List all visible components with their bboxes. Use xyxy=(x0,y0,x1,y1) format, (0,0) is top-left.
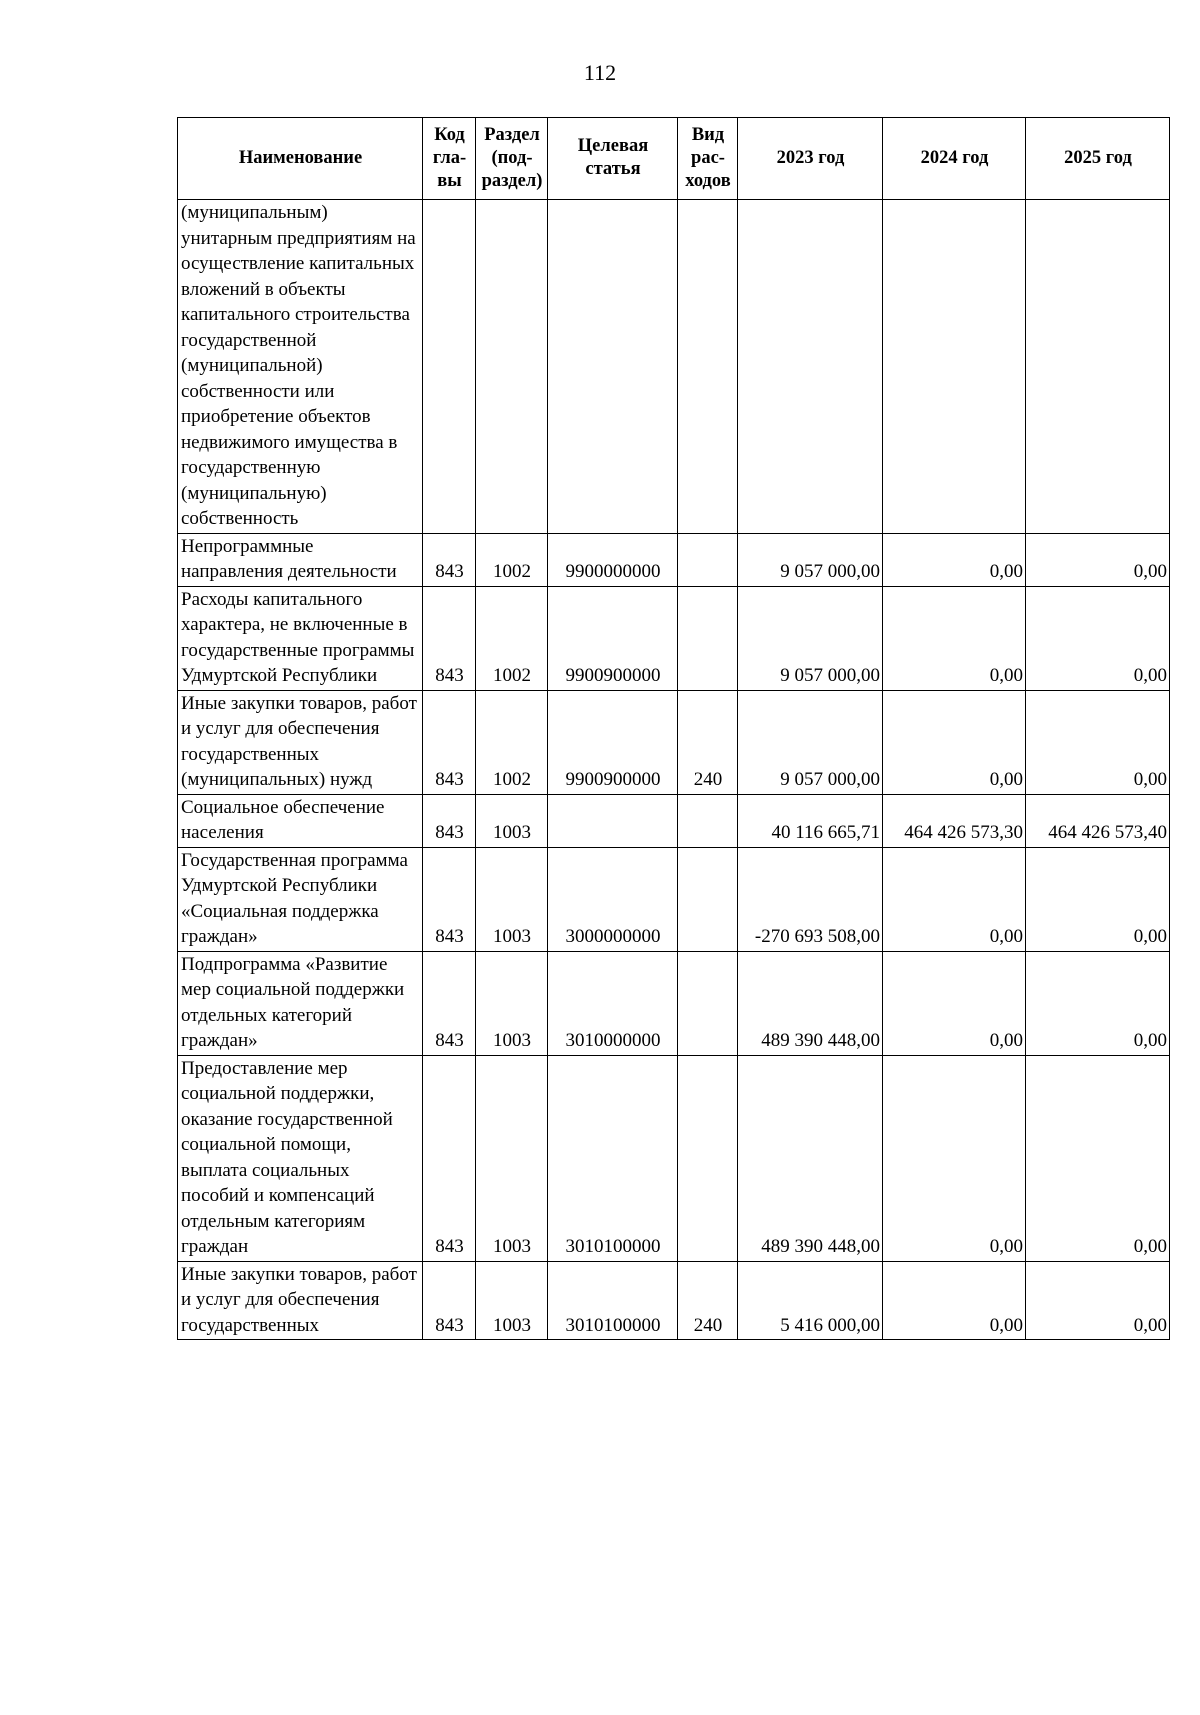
cell-name: (муниципальным) унитарным предприятиям на осуществление капитальных вложений в объекты капитального строительства государственной (муниципальной) собственности или приобретение объектов недвижимого имущества в государственную (муниципальную) собственность xyxy=(178,200,423,534)
cell-name: Социальное обеспечение населения xyxy=(178,794,423,847)
cell-2025: 0,00 xyxy=(1026,1055,1170,1261)
cell-name: Предоставление мер социальной поддержки, оказание государственной социальной помощи, выплата социальных пособий и компенсаций отдельным категориям граждан xyxy=(178,1055,423,1261)
cell-section: 1003 xyxy=(476,1261,548,1340)
cell-name: Подпрограмма «Развитие мер социальной поддержки отдельных категорий граждан» xyxy=(178,951,423,1055)
cell-target: 9900900000 xyxy=(548,586,678,690)
cell-2024: 464 426 573,30 xyxy=(883,794,1026,847)
cell-target: 3000000000 xyxy=(548,847,678,951)
header-2025: 2025 год xyxy=(1026,118,1170,200)
header-name: Наименование xyxy=(178,118,423,200)
table-row xyxy=(178,533,1170,586)
cell-target: 9900900000 xyxy=(548,690,678,794)
cell-code: 843 xyxy=(423,533,476,586)
cell-name: Непрограммные направления деятельности xyxy=(178,533,423,586)
header-2024: 2024 год xyxy=(883,118,1026,200)
table-row xyxy=(178,951,1170,1055)
cell-section: 1003 xyxy=(476,847,548,951)
cell-target: 3010000000 xyxy=(548,951,678,1055)
table-row xyxy=(178,794,1170,847)
cell-code: 843 xyxy=(423,794,476,847)
budget-table xyxy=(177,117,1170,1340)
cell-2023: 9 057 000,00 xyxy=(738,586,883,690)
cell-kind xyxy=(678,586,738,690)
cell-code: 843 xyxy=(423,690,476,794)
header-2023: 2023 год xyxy=(738,118,883,200)
cell-2023: 5 416 000,00 xyxy=(738,1261,883,1340)
cell-2024: 0,00 xyxy=(883,847,1026,951)
cell-target: 3010100000 xyxy=(548,1055,678,1261)
cell-2025: 0,00 xyxy=(1026,533,1170,586)
cell-2023: 9 057 000,00 xyxy=(738,690,883,794)
cell-kind xyxy=(678,794,738,847)
cell-code: 843 xyxy=(423,1055,476,1261)
cell-2024 xyxy=(883,200,1026,534)
cell-2024: 0,00 xyxy=(883,586,1026,690)
header-kind: Вид рас-ходов xyxy=(678,118,738,200)
cell-2023: 489 390 448,00 xyxy=(738,951,883,1055)
cell-code: 843 xyxy=(423,847,476,951)
cell-2024: 0,00 xyxy=(883,533,1026,586)
cell-name: Иные закупки товаров, работ и услуг для обеспечения государственных xyxy=(178,1261,423,1340)
cell-target xyxy=(548,200,678,534)
cell-kind xyxy=(678,951,738,1055)
cell-name: Иные закупки товаров, работ и услуг для обеспечения государственных (муниципальных) нужд xyxy=(178,690,423,794)
cell-name: Государственная программа Удмуртской Республики «Социальная поддержка граждан» xyxy=(178,847,423,951)
cell-2024: 0,00 xyxy=(883,951,1026,1055)
cell-code xyxy=(423,200,476,534)
cell-2025: 0,00 xyxy=(1026,847,1170,951)
cell-target xyxy=(548,794,678,847)
cell-kind xyxy=(678,533,738,586)
cell-kind: 240 xyxy=(678,1261,738,1340)
cell-2024: 0,00 xyxy=(883,1261,1026,1340)
cell-section: 1003 xyxy=(476,951,548,1055)
cell-section: 1003 xyxy=(476,794,548,847)
cell-section: 1002 xyxy=(476,586,548,690)
table-row xyxy=(178,1055,1170,1261)
table-row xyxy=(178,1261,1170,1340)
cell-kind xyxy=(678,200,738,534)
cell-section xyxy=(476,200,548,534)
cell-code: 843 xyxy=(423,951,476,1055)
cell-kind: 240 xyxy=(678,690,738,794)
cell-2023: 40 116 665,71 xyxy=(738,794,883,847)
cell-2025: 0,00 xyxy=(1026,951,1170,1055)
table-row xyxy=(178,690,1170,794)
cell-2025: 464 426 573,40 xyxy=(1026,794,1170,847)
header-target: Целевая статья xyxy=(548,118,678,200)
cell-2023: 489 390 448,00 xyxy=(738,1055,883,1261)
cell-kind xyxy=(678,847,738,951)
header-row xyxy=(178,118,1170,200)
header-code: Код гла-вы xyxy=(423,118,476,200)
cell-kind xyxy=(678,1055,738,1261)
cell-target: 9900000000 xyxy=(548,533,678,586)
page-number: 112 xyxy=(583,60,617,85)
cell-2023: 9 057 000,00 xyxy=(738,533,883,586)
table-row xyxy=(178,847,1170,951)
cell-section: 1002 xyxy=(476,533,548,586)
cell-name: Расходы капитального характера, не включенные в государственные программы Удмуртской Республики xyxy=(178,586,423,690)
cell-target: 3010100000 xyxy=(548,1261,678,1340)
header-section: Раздел (под-раздел) xyxy=(476,118,548,200)
cell-section: 1002 xyxy=(476,690,548,794)
cell-code: 843 xyxy=(423,1261,476,1340)
cell-2025: 0,00 xyxy=(1026,1261,1170,1340)
table-row xyxy=(178,586,1170,690)
table-row xyxy=(178,200,1170,534)
cell-code: 843 xyxy=(423,586,476,690)
cell-2025: 0,00 xyxy=(1026,586,1170,690)
cell-2023 xyxy=(738,200,883,534)
cell-2025: 0,00 xyxy=(1026,690,1170,794)
cell-2024: 0,00 xyxy=(883,1055,1026,1261)
cell-section: 1003 xyxy=(476,1055,548,1261)
cell-2023: -270 693 508,00 xyxy=(738,847,883,951)
cell-2024: 0,00 xyxy=(883,690,1026,794)
cell-2025 xyxy=(1026,200,1170,534)
